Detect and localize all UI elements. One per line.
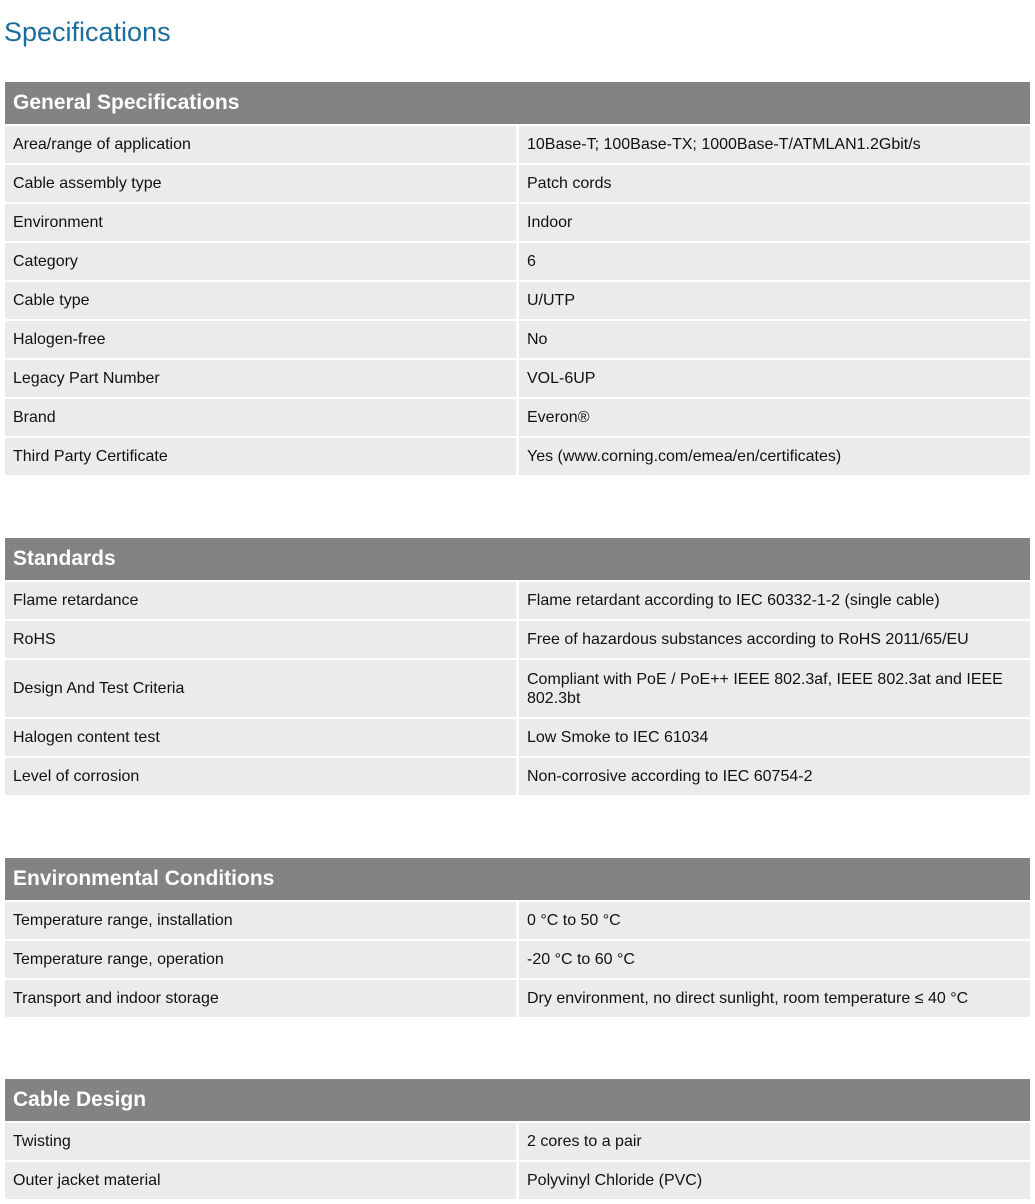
row-value: -20 °C to 60 °C [519, 941, 1030, 978]
row-label: Outer jacket material [5, 1162, 516, 1199]
row-label: Third Party Certificate [5, 438, 516, 475]
table-row [5, 165, 1030, 202]
section-header: Cable Design [5, 1079, 1030, 1121]
row-label: Cable type [5, 282, 516, 319]
table-row [5, 321, 1030, 358]
row-label: Category [5, 243, 516, 280]
row-value: Low Smoke to IEC 61034 [519, 719, 1030, 756]
section-header: General Specifications [5, 82, 1030, 124]
row-label: Legacy Part Number [5, 360, 516, 397]
table-row [5, 360, 1030, 397]
general-specifications-section [5, 82, 1030, 477]
row-label: Environment [5, 204, 516, 241]
row-value: Polyvinyl Chloride (PVC) [519, 1162, 1030, 1199]
row-label: Brand [5, 399, 516, 436]
row-label: Design And Test Criteria [5, 660, 516, 717]
table-row [5, 902, 1030, 939]
page-title: Specifications [4, 17, 171, 47]
table-row [5, 582, 1030, 619]
row-value: Non-corrosive according to IEC 60754-2 [519, 758, 1030, 795]
table-row [5, 1162, 1030, 1199]
table-row [5, 1123, 1030, 1160]
spec-table [5, 1123, 1030, 1199]
row-value: VOL-6UP [519, 360, 1030, 397]
row-label: Halogen content test [5, 719, 516, 756]
row-label: Flame retardance [5, 582, 516, 619]
standards-section [5, 538, 1030, 797]
row-value: No [519, 321, 1030, 358]
table-row [5, 204, 1030, 241]
row-label: Level of corrosion [5, 758, 516, 795]
table-row [5, 660, 1030, 717]
row-value: Everon® [519, 399, 1030, 436]
row-value: Indoor [519, 204, 1030, 241]
row-value: Flame retardant according to IEC 60332-1-2 (single cable) [519, 582, 1030, 619]
row-label: Transport and indoor storage [5, 980, 516, 1017]
table-row [5, 399, 1030, 436]
spec-table [5, 582, 1030, 795]
table-row [5, 941, 1030, 978]
row-value: 0 °C to 50 °C [519, 902, 1030, 939]
row-value: Dry environment, no direct sunlight, room temperature ≤ 40 °C [519, 980, 1030, 1017]
row-value: 2 cores to a pair [519, 1123, 1030, 1160]
row-label: Area/range of application [5, 126, 516, 163]
row-label: Twisting [5, 1123, 516, 1160]
spec-table [5, 902, 1030, 1017]
row-value: 10Base-T; 100Base-TX; 1000Base-T/ATMLAN1.2Gbit/s [519, 126, 1030, 163]
row-value: 6 [519, 243, 1030, 280]
section-header: Environmental Conditions [5, 858, 1030, 900]
row-label: RoHS [5, 621, 516, 658]
table-row [5, 282, 1030, 319]
table-row [5, 621, 1030, 658]
table-row [5, 980, 1030, 1017]
row-label: Temperature range, installation [5, 902, 516, 939]
environmental-conditions-section [5, 858, 1030, 1019]
row-label: Temperature range, operation [5, 941, 516, 978]
table-row [5, 438, 1030, 475]
row-label: Halogen-free [5, 321, 516, 358]
table-row [5, 243, 1030, 280]
row-label: Cable assembly type [5, 165, 516, 202]
row-value: Patch cords [519, 165, 1030, 202]
row-value: U/UTP [519, 282, 1030, 319]
spec-table [5, 126, 1030, 475]
table-row [5, 126, 1030, 163]
row-value: Compliant with PoE / PoE++ IEEE 802.3af, IEEE 802.3at and IEEE 802.3bt [519, 660, 1030, 717]
table-row [5, 758, 1030, 795]
table-row [5, 719, 1030, 756]
cable-design-section [5, 1079, 1030, 1201]
row-value: Free of hazardous substances according to RoHS 2011/65/EU [519, 621, 1030, 658]
section-header: Standards [5, 538, 1030, 580]
row-value: Yes (www.corning.com/emea/en/certificates) [519, 438, 1030, 475]
